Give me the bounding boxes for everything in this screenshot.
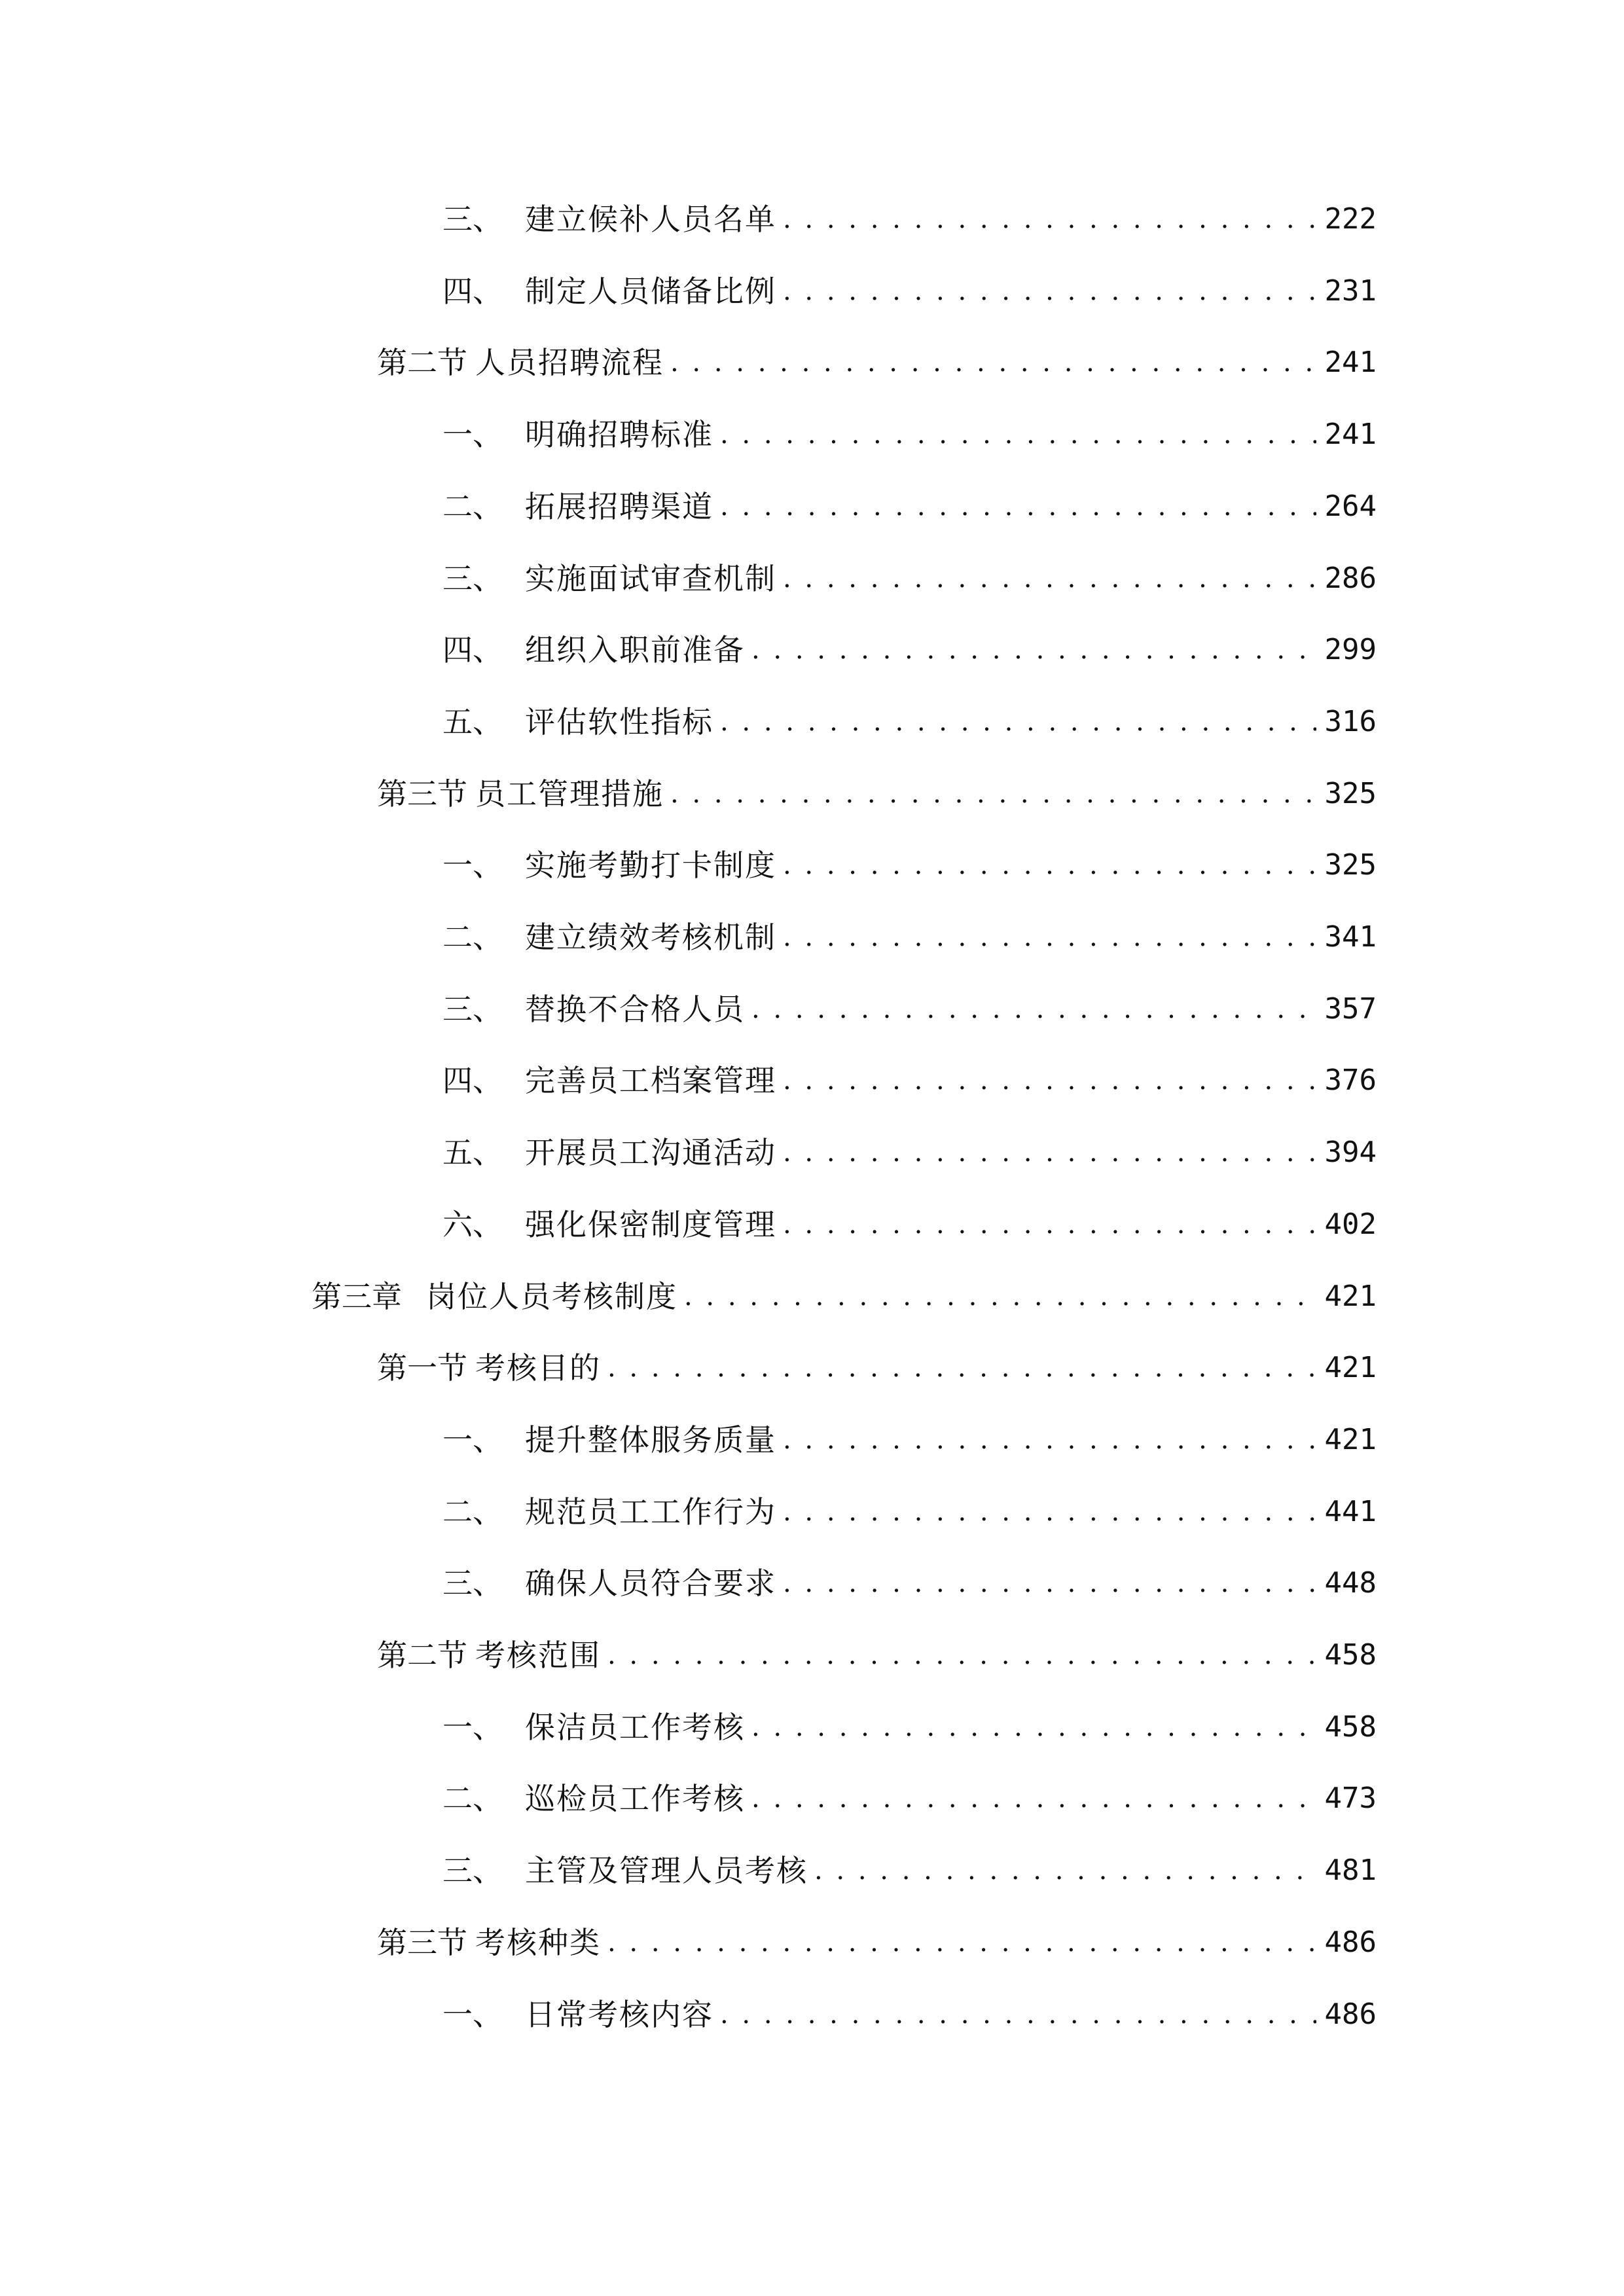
toc-entry-title: 替换不合格人员 [525, 992, 745, 1027]
toc-entry[interactable] [442, 546, 1377, 611]
dot-leader [783, 1407, 1316, 1473]
toc-entry-page: 222 [1324, 202, 1377, 236]
toc-entry-number: 四、 [442, 632, 503, 668]
toc-chapter-entry[interactable] [312, 1264, 1377, 1329]
toc-section-title: 考核种类 [475, 1925, 601, 1960]
toc-entry-page: 458 [1324, 1638, 1377, 1672]
dot-leader [783, 1048, 1316, 1113]
dot-leader [751, 1695, 1316, 1760]
toc-entry[interactable] [442, 1766, 1377, 1831]
toc-entry-title: 建立候补人员名单 [525, 202, 776, 237]
toc-entry[interactable] [442, 1120, 1377, 1185]
toc-entry[interactable] [442, 1407, 1377, 1473]
toc-entry-page: 241 [1324, 346, 1377, 379]
toc-entry-title: 规范员工工作行为 [525, 1494, 776, 1530]
toc-entry[interactable] [442, 1479, 1377, 1545]
dot-leader [783, 546, 1316, 611]
toc-entry-title: 实施面试审查机制 [525, 561, 776, 596]
toc-entry-page: 376 [1324, 1064, 1377, 1097]
dot-leader [783, 905, 1316, 970]
toc-entry-page: 441 [1324, 1495, 1377, 1528]
toc-chapter-number: 第三章 [312, 1279, 402, 1314]
toc-entry-title: 开展员工沟通活动 [525, 1135, 776, 1170]
dot-leader [607, 1623, 1316, 1688]
dot-leader [720, 689, 1316, 755]
toc-entry-title: 主管及管理人员考核 [525, 1853, 808, 1888]
toc-section-number: 第二节 [377, 1638, 467, 1673]
toc-section-title: 员工管理措施 [475, 776, 664, 812]
dot-leader [783, 1120, 1316, 1185]
toc-entry-number: 六、 [442, 1207, 503, 1242]
toc-entry-number: 三、 [442, 561, 503, 596]
toc-entry-number: 二、 [442, 920, 503, 955]
toc-entry[interactable] [442, 402, 1377, 467]
toc-section-title: 考核目的 [475, 1350, 601, 1386]
toc-section-number: 第三节 [377, 1925, 467, 1960]
toc-entry[interactable] [442, 1192, 1377, 1257]
toc-entry-number: 一、 [442, 417, 503, 452]
toc-entry-number: 二、 [442, 1494, 503, 1530]
toc-entry[interactable] [442, 617, 1377, 683]
dot-leader [783, 1192, 1316, 1257]
toc-entry-page: 316 [1324, 705, 1377, 738]
toc-entry-title: 实施考勤打卡制度 [525, 848, 776, 883]
toc-entry-page: 394 [1324, 1136, 1377, 1169]
toc-entry-title: 制定人员储备比例 [525, 274, 776, 309]
toc-entry[interactable] [442, 1695, 1377, 1760]
dot-leader [751, 1766, 1316, 1831]
toc-entry[interactable] [442, 474, 1377, 539]
dot-leader [670, 761, 1316, 827]
toc-entry-page: 402 [1324, 1208, 1377, 1241]
toc-entry-title: 日常考核内容 [525, 1997, 713, 2032]
toc-entry-title: 评估软性指标 [525, 704, 713, 740]
toc-entry-number: 一、 [442, 1710, 503, 1745]
dot-leader [720, 402, 1316, 467]
dot-leader [670, 330, 1316, 395]
dot-leader [720, 1982, 1316, 2047]
toc-entry-page: 357 [1324, 992, 1377, 1026]
toc-entry-number: 五、 [442, 1135, 503, 1170]
toc-entry[interactable] [442, 259, 1377, 324]
toc-section-number: 第二节 [377, 345, 467, 380]
dot-leader [783, 833, 1316, 898]
toc-section-title: 人员招聘流程 [475, 345, 664, 380]
toc-entry[interactable] [442, 187, 1377, 252]
toc-entry-page: 486 [1324, 1926, 1377, 1959]
toc-entry-page: 448 [1324, 1566, 1377, 1600]
dot-leader [783, 187, 1316, 252]
toc-entry-page: 264 [1324, 490, 1377, 523]
dot-leader [607, 1910, 1316, 1975]
toc-entry-number: 五、 [442, 704, 503, 740]
toc-entry[interactable] [442, 905, 1377, 970]
toc-entry[interactable] [442, 1982, 1377, 2047]
toc-entry-page: 486 [1324, 1998, 1377, 2031]
toc-section-number: 第三节 [377, 776, 467, 812]
toc-chapter-title: 岗位人员考核制度 [426, 1279, 677, 1314]
toc-entry-page: 421 [1324, 1351, 1377, 1384]
toc-entry-number: 二、 [442, 1781, 503, 1816]
toc-entry[interactable] [442, 1838, 1377, 1903]
toc-section-entry[interactable] [377, 761, 1377, 827]
toc-entry-title: 提升整体服务质量 [525, 1422, 776, 1458]
toc-section-entry[interactable] [377, 1623, 1377, 1688]
toc-entry-page: 341 [1324, 920, 1377, 954]
toc-entry-title: 拓展招聘渠道 [525, 489, 713, 524]
toc-entry-number: 三、 [442, 1566, 503, 1601]
toc-entry-number: 一、 [442, 848, 503, 883]
dot-leader [783, 1479, 1316, 1545]
toc-entry-title: 巡检员工作考核 [525, 1781, 745, 1816]
toc-entry-number: 二、 [442, 489, 503, 524]
toc-entry[interactable] [442, 833, 1377, 898]
toc-entry-page: 458 [1324, 1710, 1377, 1744]
toc-entry-title: 明确招聘标准 [525, 417, 713, 452]
toc-section-number: 第一节 [377, 1350, 467, 1386]
toc-entry-title: 组织入职前准备 [525, 632, 745, 668]
toc-entry-title: 建立绩效考核机制 [525, 920, 776, 955]
dot-leader [751, 617, 1316, 683]
dot-leader [607, 1335, 1316, 1401]
toc-section-entry[interactable] [377, 1910, 1377, 1975]
toc-entry-page: 299 [1324, 633, 1377, 666]
dot-leader [814, 1838, 1316, 1903]
dot-leader [684, 1264, 1316, 1329]
toc-entry-title: 完善员工档案管理 [525, 1063, 776, 1098]
dot-leader [783, 1551, 1316, 1616]
toc-entry-page: 241 [1324, 418, 1377, 451]
toc-entry-title: 保洁员工作考核 [525, 1710, 745, 1745]
toc-entry-page: 421 [1324, 1280, 1377, 1313]
toc-entry-number: 三、 [442, 992, 503, 1027]
toc-entry-page: 231 [1324, 274, 1377, 308]
toc-section-entry[interactable] [377, 330, 1377, 395]
toc-entry-page: 286 [1324, 562, 1377, 595]
dot-leader [720, 474, 1316, 539]
toc-section-entry[interactable] [377, 1335, 1377, 1401]
toc-entry-page: 421 [1324, 1423, 1377, 1456]
toc-entry[interactable] [442, 1048, 1377, 1113]
toc-entry-page: 325 [1324, 848, 1377, 882]
toc-section-title: 考核范围 [475, 1638, 601, 1673]
toc-entry-title: 确保人员符合要求 [525, 1566, 776, 1601]
toc-entry-number: 一、 [442, 1997, 503, 2032]
toc-entry-page: 481 [1324, 1854, 1377, 1887]
toc-entry[interactable] [442, 1551, 1377, 1616]
toc-entry[interactable] [442, 977, 1377, 1042]
toc-entry-page: 325 [1324, 777, 1377, 810]
toc-entry-title: 强化保密制度管理 [525, 1207, 776, 1242]
toc-entry-number: 四、 [442, 1063, 503, 1098]
toc-entry-page: 473 [1324, 1782, 1377, 1815]
toc-entry-number: 一、 [442, 1422, 503, 1458]
dot-leader [783, 259, 1316, 324]
dot-leader [751, 977, 1316, 1042]
toc-entry[interactable] [442, 689, 1377, 755]
toc-entry-number: 四、 [442, 274, 503, 309]
toc-entry-number: 三、 [442, 1853, 503, 1888]
toc-entry-number: 三、 [442, 202, 503, 237]
